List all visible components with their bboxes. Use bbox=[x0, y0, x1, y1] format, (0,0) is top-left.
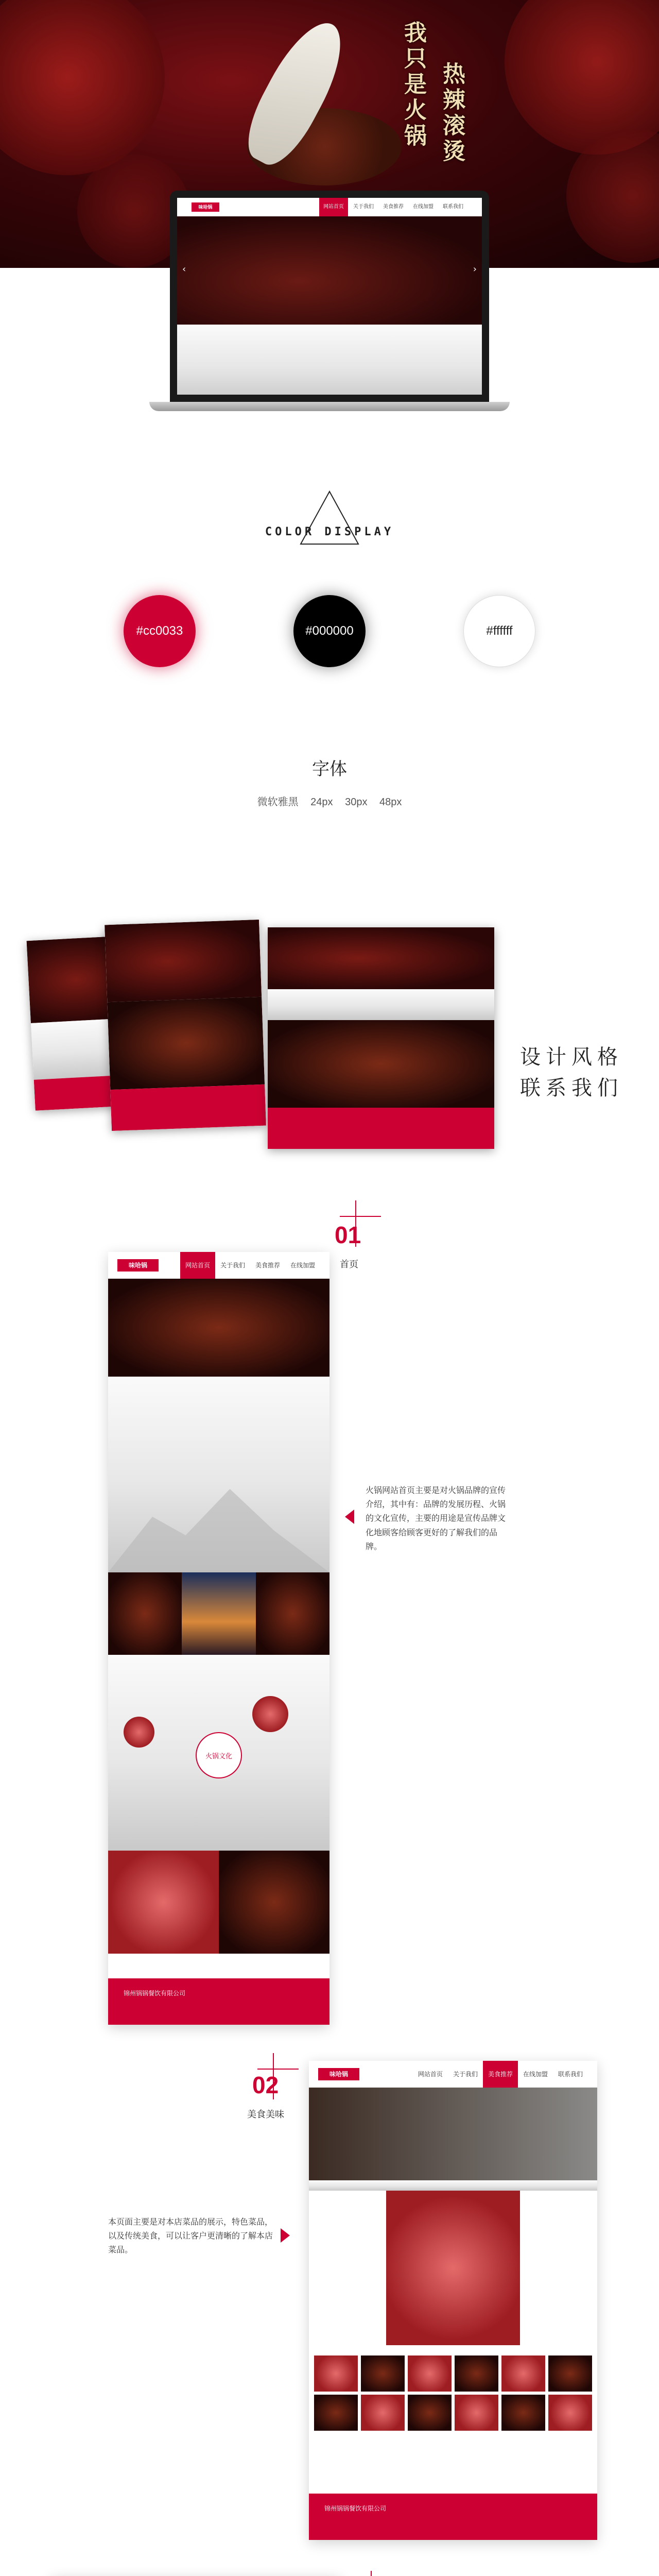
color-swatch-black: #000000 bbox=[293, 595, 366, 667]
laptop-mockup bbox=[170, 191, 489, 428]
site-logo[interactable]: 味哈锅 bbox=[192, 202, 219, 212]
next-arrow-icon[interactable]: › bbox=[473, 264, 477, 275]
home-culture-section bbox=[108, 1655, 330, 1851]
food-page-mockup bbox=[309, 2061, 597, 2540]
nav-contact[interactable]: 联系我们 bbox=[443, 204, 463, 210]
nav-home[interactable]: 网站首页 bbox=[319, 198, 348, 216]
slogan-line-2: 联系我们 bbox=[520, 1076, 623, 1100]
hero-subtitle: 热辣滚烫 bbox=[439, 62, 465, 165]
home-nav-about[interactable]: 关于我们 bbox=[220, 1261, 245, 1269]
slogan-line-1: 设计风格 bbox=[520, 1045, 623, 1069]
home-logo[interactable]: 味哈锅 bbox=[117, 1259, 159, 1272]
color-swatch-white: #ffffff bbox=[463, 595, 535, 667]
color-display-title: COLOR DISPLAY bbox=[265, 526, 394, 538]
section-01-description: 火锅网站首页主要是对火锅品牌的宣传介绍，其中有：品牌的发展历程、火锅的文化宣传，主要的用途是宣传品牌文化地顾客给顾客更好的了解我们的品牌。 bbox=[366, 1486, 506, 1551]
preview-card-3 bbox=[268, 927, 494, 1149]
preview-card-2 bbox=[105, 920, 266, 1131]
food-nav-home[interactable]: 网站首页 bbox=[418, 2070, 443, 2078]
nav-join[interactable]: 在线加盟 bbox=[413, 204, 433, 210]
prev-arrow-icon[interactable]: ‹ bbox=[182, 264, 186, 275]
food-nav-contact[interactable]: 联系我们 bbox=[558, 2070, 583, 2078]
hero-title: 我只是火锅 bbox=[400, 21, 426, 149]
pointer-icon bbox=[345, 1510, 354, 1524]
home-footer: 锦州锅锅餐饮有限公司 bbox=[108, 1978, 330, 2025]
home-brand-section bbox=[108, 1377, 330, 1572]
food-footer: 锦州锅锅餐饮有限公司 bbox=[309, 2494, 597, 2540]
food-banner bbox=[309, 2088, 597, 2180]
section-01-number: 01 bbox=[335, 1222, 361, 1248]
laptop-banner-image bbox=[177, 216, 482, 325]
home-page-mockup bbox=[108, 1252, 330, 2025]
home-nav-join[interactable]: 在线加盟 bbox=[290, 1261, 315, 1269]
home-nav-food[interactable]: 美食推荐 bbox=[255, 1261, 280, 1269]
home-nav-home[interactable]: 网站首页 bbox=[180, 1252, 215, 1279]
culture-label: 火锅文化 bbox=[196, 1732, 242, 1778]
nav-about[interactable]: 关于我们 bbox=[353, 204, 374, 210]
laptop-ink-section bbox=[177, 325, 482, 395]
color-swatch-red: #cc0033 bbox=[124, 595, 196, 667]
section-01-title: 首页 bbox=[340, 1259, 358, 1269]
color-display-header bbox=[227, 489, 432, 562]
laptop-base bbox=[149, 402, 510, 411]
section-02-title: 美食美味 bbox=[247, 2109, 284, 2120]
food-logo[interactable]: 味哈锅 bbox=[318, 2068, 359, 2080]
home-banner bbox=[108, 1279, 330, 1377]
typography-info: 微软雅黑 24px 30px 48px bbox=[257, 796, 402, 808]
typography-title: 字体 bbox=[312, 759, 347, 779]
food-nav-food[interactable]: 美食推荐 bbox=[483, 2061, 518, 2088]
pointer-icon bbox=[281, 2228, 290, 2243]
food-nav-join[interactable]: 在线加盟 bbox=[523, 2070, 548, 2078]
food-nav-about[interactable]: 关于我们 bbox=[453, 2070, 478, 2078]
section-02-description: 本页面主要是对本店菜品的展示，特色菜品，以及传统美食，可以让客户更清晰的了解本店菜品。 bbox=[108, 2218, 273, 2255]
nav-food[interactable]: 美食推荐 bbox=[383, 204, 404, 210]
laptop-screen bbox=[177, 198, 482, 395]
featured-dish-image bbox=[386, 2191, 520, 2345]
section-02-number: 02 bbox=[252, 2072, 279, 2098]
